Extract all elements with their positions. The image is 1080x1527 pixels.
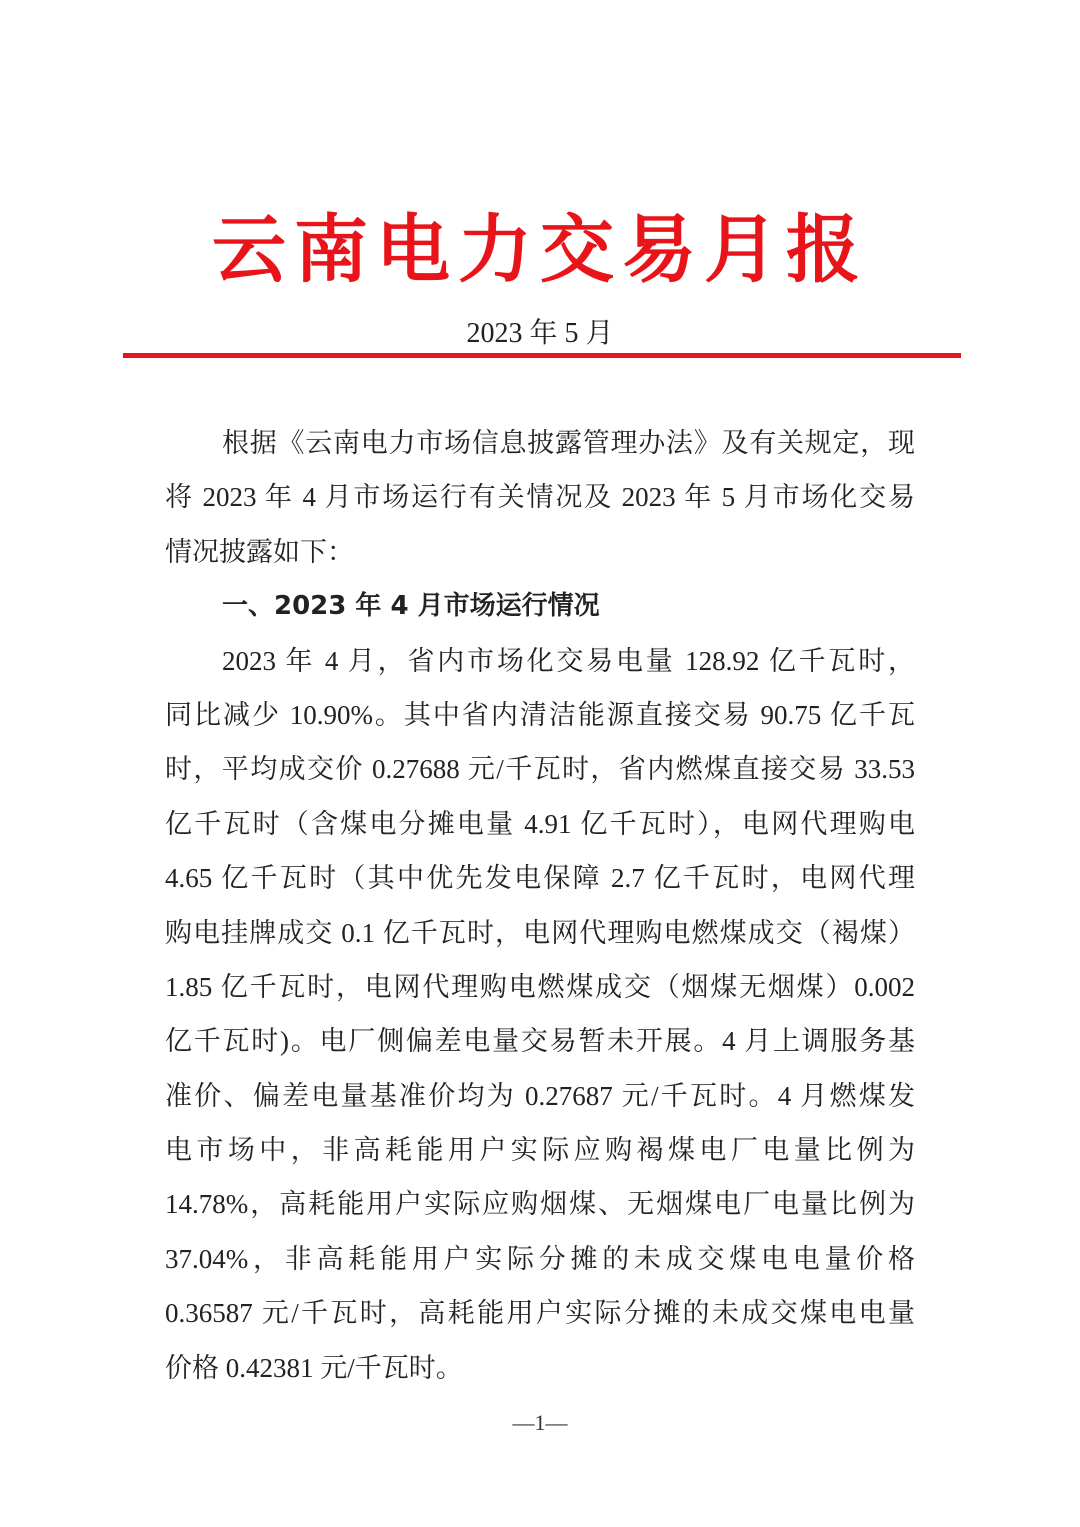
paragraph-line: 价格 0.42381 元/千瓦时。 bbox=[165, 1352, 463, 1383]
section-heading: 一、2023 年 4 月市场运行情况 bbox=[222, 591, 600, 622]
intro-line: 情况披露如下： bbox=[165, 536, 354, 567]
paragraph-line: 同比减少 10.90%。其中省内清洁能源直接交易 90.75 亿千瓦 bbox=[165, 699, 915, 730]
paragraph-line: 时，平均成交价 0.27688 元/千瓦时，省内燃煤直接交易 33.53 bbox=[165, 754, 915, 785]
paragraph-line: 14.78%，高耗能用户实际应购烟煤、无烟煤电厂电量比例为 bbox=[165, 1189, 915, 1220]
paragraph-line: 2023 年 4 月，省内市场化交易电量 128.92 亿千瓦时， bbox=[222, 645, 915, 676]
intro-line: 将 2023 年 4 月市场运行有关情况及 2023 年 5 月市场化交易 bbox=[165, 482, 915, 513]
paragraph-line: 亿千瓦时)。电厂侧偏差电量交易暂未开展。4 月上调服务基 bbox=[165, 1026, 915, 1057]
intro-line: 根据《云南电力市场信息披露管理办法》及有关规定，现 bbox=[222, 428, 915, 458]
paragraph-line: 亿千瓦时（含煤电分摊电量 4.91 亿千瓦时），电网代理购电 bbox=[165, 808, 915, 839]
paragraph-line: 0.36587 元/千瓦时，高耗能用户实际分摊的未成交煤电电量 bbox=[165, 1298, 915, 1329]
paragraph-line: 4.65 亿千瓦时（其中优先发电保障 2.7 亿千瓦时，电网代理 bbox=[165, 863, 915, 894]
paragraph-line: 电市场中，非高耗能用户实际应购褐煤电厂电量比例为 bbox=[165, 1135, 915, 1166]
document-body bbox=[165, 416, 915, 1395]
paragraph-line: 37.04%，非高耗能用户实际分摊的未成交煤电电量价格 bbox=[165, 1243, 915, 1274]
paragraph-line: 购电挂牌成交 0.1 亿千瓦时，电网代理购电燃煤成交（褐煤） bbox=[165, 917, 915, 948]
paragraph-line: 1.85 亿千瓦时，电网代理购电燃煤成交（烟煤无烟煤）0.002 bbox=[165, 971, 915, 1002]
header-divider bbox=[123, 353, 961, 358]
report-title: 云南电力交易月报 bbox=[212, 207, 868, 293]
page-number: —1— bbox=[512, 1410, 568, 1435]
report-date: 2023 年 5 月 bbox=[466, 318, 614, 349]
paragraph-line: 准价、偏差电量基准价均为 0.27687 元/千瓦时。4 月燃煤发 bbox=[165, 1080, 915, 1111]
